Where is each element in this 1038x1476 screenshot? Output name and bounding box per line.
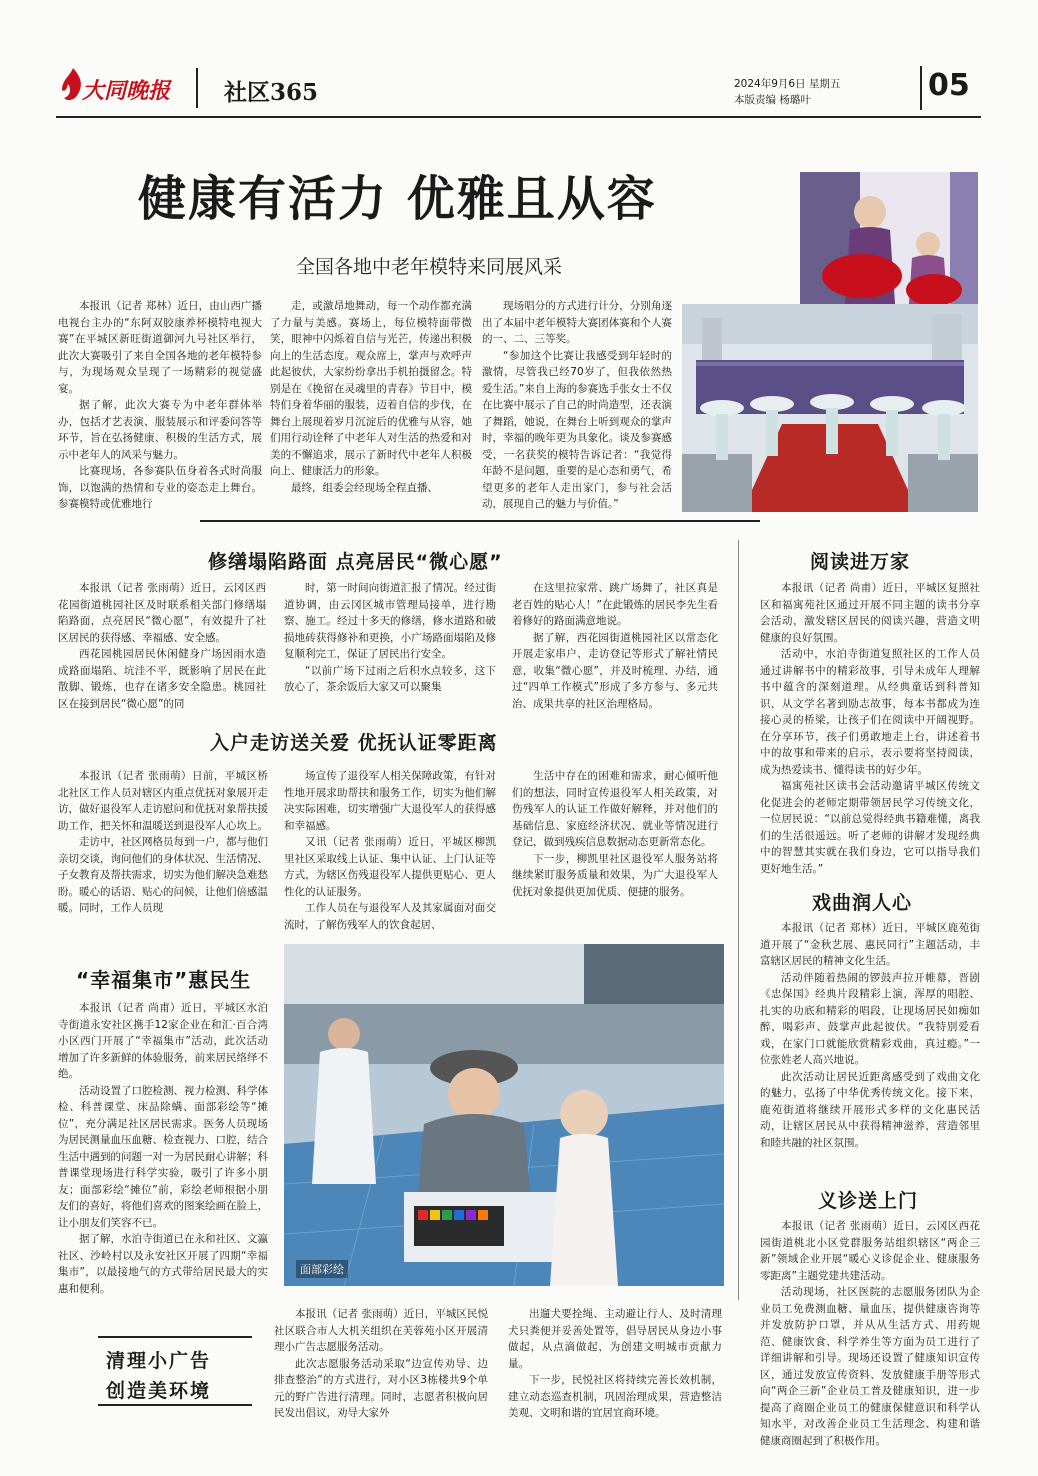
market-photo: [284, 944, 724, 1286]
road-para: 在这里拉家常、跳广场舞了，社区真是老百姓的贴心人！”在此锻炼的居民李先生看着修好的路面满意地说。: [512, 582, 718, 627]
ads-para: 本报讯（记者 张雨萌）近日，平城区民悦社区联合市人大机关组织在芙蓉苑小区开展清理小广告志愿服务活动。: [274, 1308, 488, 1353]
opera-headline: 戏曲润人心: [812, 892, 913, 914]
page-number: 05: [928, 68, 970, 103]
ads-headline-line2: 创造美环境: [106, 1380, 212, 1402]
veteran-para: 本报讯（记者 张雨萌）日前，平城区桥北社区工作人员对辖区内重点优抚对象展开走访，做好退役军人走访慰问和优抚对象帮扶援助工作，把关怀和温暖送到退役军人心坎上。: [58, 770, 268, 832]
road-para: 据了解，西花园街道桃园社区以常态化开展走家串户、走访登记等形式了解社情民意，收集“微心愿”，并及时梳理、办结，通过“四单工作模式”形成了多方参与、多元共治、成果共享的社区治理格局。: [512, 631, 718, 710]
issue-date: 2024年9月6日 星期五: [734, 78, 841, 90]
opera-para: 本报讯（记者 郑林）近日，平城区鹿苑街道开展了“金秋艺展、惠民同行”主题活动，丰富辖区居民的精神文化生活。: [760, 922, 980, 967]
clinic-headline: 义诊送上门: [818, 1190, 919, 1212]
veteran-para: 场宣传了退役军人相关保障政策，有针对性地开展求助帮扶和服务工作，切实为他们解决实际困难，切实增强广大退役军人的获得感和幸福感。: [284, 770, 496, 832]
veteran-col-3: [512, 768, 718, 918]
market-para: 活动设置了口腔检测、视力检测、科学体检、科普课堂、床品除螨、面部彩绘等“摊位”，充分满足社区居民需求。医务人员现场为居民测量血压血糖、检查视力、口腔，结合生活中遇到的问题一对一为居民耐心讲解；科普课堂现场进行科学实验，吸引了许多小朋友；面部彩绘“摊位”前，彩绘老师根据小朋友们的喜好，将他们喜欢的图案绘画在脸上，让小朋友们笑容不已。: [58, 1084, 268, 1229]
road-para: 西花园桃园居民休闲健身广场因雨水造成路面塌陷、坑洼不平，既影响了居民在此散脚、锻炼，也存在诸多安全隐患。桃园社区在接到居民“微心愿”的同: [58, 648, 266, 710]
veteran-para: 下一步，柳凯里社区退役军人服务站将继续紧盯服务质量和效果，为广大退役军人优抚对象提供更加优质、便捷的服务。: [512, 852, 718, 898]
lead-para: 本报讯（记者 郑林）近日，由山西广播电视台主办的“东阿双胶康养杯模特电视大赛”在平城区新旺街道御河九号社区举行，此次大赛吸引了来自全国各地的老年模特参与，为现场观众呈现了一场精彩的视觉盛宴。: [58, 300, 262, 395]
masthead-divider: [196, 68, 198, 108]
newspaper-logo: [56, 66, 186, 110]
road-para: “以前广场下过雨之后积水点较多，这下放心了，茶余饭后大家又可以聚集: [284, 664, 496, 693]
opera-para: 此次活动让居民近距离感受到了戏曲文化的魅力，弘扬了中华优秀传统文化。接下来，鹿苑街道将继续开展形式多样的文化惠民活动，让辖区居民从中获得精神滋养，营造邻里和睦共融的社区氛围。: [760, 1070, 980, 1149]
road-headline: 修缮塌陷路面 点亮居民“微心愿”: [208, 551, 503, 573]
section-title: 社区365: [224, 79, 319, 106]
lead-bottom-rule: [200, 520, 760, 522]
reading-para: 活动中，水泊寺街道复照社区的工作人员通过讲解书中的精彩故事，引导未成年人理解书中蕴含的深刻道理。从经典童话到科普知识，从文学名著到励志故事，每本书都成为连接心灵的桥梁，让孩子们在阅读中开阔视野。在分享环节，孩子们勇敢地走上台，讲述着书中的故事和带来的启示，表示要将坚持阅读，成为热爱读书、懂得读书的好少年。: [760, 648, 980, 776]
lead-para: 比赛现场，各参赛队伍身着各式时尚服饰，以饱满的热情和专业的姿态走上舞台。参赛模特或优雅地行: [58, 465, 262, 510]
reading-para: 本报讯（记者 尚甫）近日，平城区复照社区和福寓苑社区通过开展不同主题的读书分享会活动，激发辖区居民的阅读兴趣，营造文明健康的良好氛围。: [760, 582, 980, 644]
veteran-para: 生活中存在的困难和需求，耐心倾听他们的想法，同时宣传退役军人相关政策，对伤残军人的认证工作做好解释，并对他们的基础信息、家庭经济状况、就业等情况进行登记，做到残疾信息数据动态更新常态化。: [512, 770, 718, 848]
market-body: [58, 1000, 268, 1295]
lead-para: 据了解，此次大赛专为中老年群体举办，包括才艺表演、服装展示和评委问答等环节，旨在弘扬健康、积极的生活方式，展示中老年人的风采与魅力。: [58, 399, 262, 461]
lead-col-1: [58, 298, 262, 510]
page-number-divider: [920, 66, 922, 110]
masthead-rule: [56, 116, 981, 118]
ads-headline-line1: 清理小广告: [106, 1350, 212, 1372]
market-para: 据了解，水泊寺街道已在永和社区、文瀛社区、沙岭村以及永安社区开展了四期“幸福集市”，以最接地气的方式带给居民最大的实惠和便利。: [58, 1233, 268, 1295]
ads-para: 下一步，民悦社区将持续完善长效机制，建立动态巡查机制，巩固治理成果，营造整洁美观、文明和谐的宜居宜商环境。: [508, 1374, 722, 1419]
lead-circle-photo: [800, 172, 978, 318]
lead-para: 现场唱分的方式进行计分，分别角逐出了本届中老年模特大赛团体赛和个人赛的一、二、三等奖。: [482, 300, 672, 345]
road-para: 本报讯（记者 张雨萌）近日，云冈区西花园街道桃园社区及时联系相关部门修缮塌陷路面，点亮居民“微心愿”，有效提升了社区居民的获得感、幸福感、安全感。: [58, 582, 266, 644]
veteran-para: 走访中，社区网格员每到一户，都与他们亲切交谈，询问他们的身体状况、生活情况、子女教育及帮扶需求，切实为他们解决急难愁盼。暖心的话语、贴心的问候，让他们倍感温暖。同时，工作人员现: [58, 836, 268, 914]
opera-para: 活动伴随着热闹的锣鼓声拉开帷幕，晋剧《忠保国》经典片段精彩上演，浑厚的唱腔、扎实的功底和精彩的唱段，让现场居民如痴如醉，喝彩声、鼓掌声此起彼伏。“我特别爱看戏，在家门口就能欣赏精彩戏曲，真过瘾。”一位张姓老人高兴地说。: [760, 971, 980, 1066]
ads-col-1: [274, 1306, 488, 1472]
veteran-headline: 入户走访送关爱 优抚认证零距离: [210, 732, 498, 754]
lead-headline: 健康有活力 优雅且从容: [138, 171, 657, 227]
right-column-divider: [738, 540, 739, 1300]
lead-col-3: [482, 298, 672, 514]
road-col-1: [58, 580, 266, 710]
veteran-col-2: [284, 768, 496, 931]
masthead: [56, 64, 981, 120]
reading-headline: 阅读进万家: [810, 551, 911, 573]
veteran-para: 又讯（记者 张雨萌）近日，平城区柳凯里社区采取线上认证、集中认证、上门认证等方式，为辖区伤残退役军人提供更贴心、更人性化的认证服务。: [284, 836, 496, 898]
market-photo-caption: 面部彩绘: [296, 1260, 348, 1278]
market-headline: “幸福集市”惠民生: [76, 968, 252, 992]
page-editor: 本版责编 杨璐叶: [734, 94, 811, 106]
road-col-2: [284, 580, 496, 700]
ads-para: 出遛犬要拴绳、主动避让行人、及时清理犬只粪便并妥善处置等，倡导居民从身边小事做起，从点滴做起，为创建文明城市贡献力量。: [508, 1308, 722, 1370]
clinic-para: 本报讯（记者 张雨萌）近日，云冈区西花园街道桃北小区党群服务站组织辖区“两企三新”领域企业开展“暖心义诊促企业、健康服务零距离”主题党建共建活动。: [760, 1220, 980, 1282]
road-col-3: [512, 580, 718, 710]
lead-para: “参加这个比赛让我感受到年轻时的激情，尽管我已经70岁了，但我依然热爱生活。”来自上海的参赛选手张女士不仅在比赛中展示了自己的时尚造型，还表演了舞蹈，她说，在舞台上听到观众的掌声时，幸福的晚年更为具象化。谈及参赛感受，一名获奖的模特告诉记者：“我觉得年龄不是问题，重要的是心态和勇气，希望更多的老年人走出家门，参与社会活动，展现自己的魅力与价值。”: [482, 349, 672, 510]
veteran-col-1: [58, 768, 268, 918]
lead-stage-photo: [682, 304, 978, 512]
lead-para: 走，或激昂地舞动，每一个动作都充满了力量与美感。赛场上，每位模特面带微笑，眼神中闪烁着自信与光芒，传递出积极向上的生活态度。观众席上，掌声与欢呼声此起彼伏，大家纷纷拿出手机拍摄留念。特别是在《挽留在灵魂里的青春》节目中，模特们身着华丽的服装，迈着自信的步伐，在舞台上展现着岁月沉淀后的优雅与从容，她们用行动诠释了中老年人对生活的热爱和对美的不懈追求，展示了新时代中老年人积极向上、健康活力的形象。: [270, 300, 472, 477]
ads-col-2: [508, 1306, 722, 1472]
lead-para: 最终，组委会经现场全程直播、: [291, 481, 438, 494]
veteran-para: 工作人员在与退役军人及其家属面对面交流时，了解伤残军人的饮食起居、: [284, 902, 496, 931]
market-para: 本报讯（记者 尚甫）近日，平城区水泊寺街道永安社区携手12家企业在和汇·百合湾小区西门开展了“幸福集市”活动，此次活动增加了许多新鲜的体验服务，前来居民络绎不绝。: [58, 1002, 268, 1080]
logo-text: 大同晚报: [82, 78, 171, 104]
reading-body: [760, 580, 980, 880]
lead-subheadline: 全国各地中老年模特来同展风采: [296, 256, 563, 278]
lead-col-2: [270, 298, 472, 514]
reading-para: 福寓苑社区读书会活动邀请平城区传统文化促进会的老师定期带领居民学习传统文化，一位居民说：“以前总觉得经典书籍难懂，离我们的生活很遥远。听了老师的讲解才发现经典中的智慧其实就在我们身边，它可以指导我们更好地生活。”: [760, 780, 980, 875]
clinic-body: [760, 1218, 980, 1468]
road-para: 时，第一时间向街道汇报了情况。经过街道协调，由云冈区城市管理局接单，进行勘察、施工。经过十多天的修缮，修水道路和破损地砖获得修补和更换，小广场路面塌陷及修复顺利完工，保证了居民出行安全。: [284, 582, 496, 660]
opera-body: [760, 920, 980, 1176]
ads-para: 此次志愿服务活动采取“边宣传劝导、边排查整治”的方式进行，对小区3栋楼共9个单元的野广告进行清理。同时，志愿者积极向居民发出倡议，劝导大家外: [274, 1357, 488, 1419]
clinic-para: 活动现场，社区医院的志愿服务团队为企业员工免费测血糖、量血压，提供健康咨询等并发放防护口罩，并从从生活方式、用药规范、健康饮食、科学养生等方面为员工进行了详细讲解和引导。现场还设置了健康知识宣传区，通过发放宣传资料、发放健康手册等形式向“两企三新”企业员工普及健康知识，进一步提高了商圈企业员工的健康保健意识和科学认知水平，对改善企业员工生活理念、构建和谐健康商圈起到了积极作用。: [760, 1286, 980, 1447]
ads-headline-box: [98, 1336, 252, 1406]
